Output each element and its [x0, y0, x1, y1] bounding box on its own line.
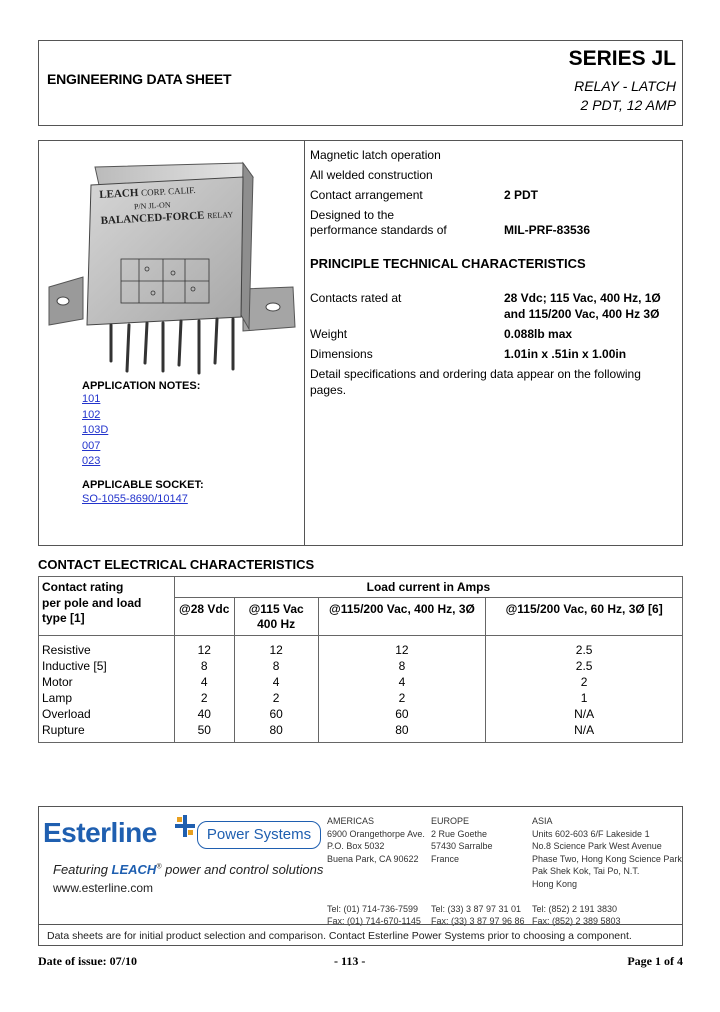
row-label: Rupture — [39, 722, 175, 743]
doc-title: ENGINEERING DATA SHEET — [47, 71, 232, 87]
application-notes-list — [82, 392, 108, 470]
cell: N/A — [486, 706, 683, 722]
product-box — [38, 140, 683, 546]
application-notes-title: APPLICATION NOTES: — [82, 380, 201, 392]
cell: 8 — [174, 658, 234, 674]
weight-label: Weight — [310, 327, 348, 341]
col-28vdc: @28 Vdc — [174, 598, 234, 636]
address-line: No.8 Science Park West Avenue — [532, 841, 662, 851]
corner-header-line-2: per pole and load — [42, 595, 142, 610]
tagline-pre: Featuring — [53, 862, 112, 877]
address-line: Tel: (01) 714-736-7599 — [327, 903, 419, 914]
corner-header — [39, 577, 175, 636]
relay-label-balanced: BALANCED-FORCE — [100, 209, 205, 227]
row-label: Overload — [39, 706, 175, 722]
weight-value: 0.088lb max — [504, 327, 573, 341]
cell: 12 — [174, 636, 234, 659]
principle-title: PRINCIPLE TECHNICAL CHARACTERISTICS — [310, 256, 586, 271]
address-line: 6900 Orangethorpe Ave. — [327, 828, 425, 839]
cell: 80 — [318, 722, 486, 743]
asia-address — [532, 815, 682, 928]
detail-text-1: Detail specifications and ordering data appear on the following — [310, 367, 641, 381]
address-line: EUROPE — [431, 816, 470, 826]
cell: 60 — [234, 706, 318, 722]
address-line: Fax: (33) 3 87 97 96 86 — [431, 916, 525, 926]
load-current-header: Load current in Amps — [174, 577, 682, 598]
designed-label-1: Designed to the — [310, 208, 395, 222]
table-row — [39, 658, 683, 674]
cell: 2 — [318, 690, 486, 706]
contact-table-title: CONTACT ELECTRICAL CHARACTERISTICS — [38, 557, 315, 572]
socket-link[interactable]: SO-1055-8690/10147 — [82, 493, 188, 505]
row-label: Resistive — [39, 636, 175, 659]
cell: 4 — [234, 674, 318, 690]
contacts-rated-label: Contacts rated at — [310, 291, 402, 305]
contacts-rated-value-1: 28 Vdc; 115 Vac, 400 Hz, 1Ø — [504, 291, 661, 305]
cell: 80 — [234, 722, 318, 743]
address-line: Fax: (852) 2 389 5803 — [532, 916, 621, 926]
address-line: P.O. Box 5032 — [327, 841, 385, 851]
relay-label-corp: CORP. CALIF. — [140, 184, 196, 198]
relay-type: RELAY - LATCH — [574, 78, 676, 94]
contacts-rated-value-2: and 115/200 Vac, 400 Hz 3Ø — [504, 307, 660, 321]
feature-magnetic: Magnetic latch operation — [310, 148, 441, 162]
tagline: Featuring LEACH® power and control solutions — [53, 862, 324, 877]
address-line: Units 602-603 6/F Lakeside 1 — [532, 828, 650, 839]
col-115vac-line-2: 400 Hz — [257, 617, 296, 631]
cell: 40 — [174, 706, 234, 722]
cell: 8 — [318, 658, 486, 674]
relay-photo — [43, 149, 299, 377]
cell: 60 — [318, 706, 486, 722]
table-row — [39, 674, 683, 690]
power-systems-badge: Power Systems — [197, 821, 321, 849]
cell: 4 — [174, 674, 234, 690]
row-label: Inductive [5] — [39, 658, 175, 674]
address-line: Tel: (33) 3 87 97 31 01 — [431, 903, 522, 914]
table-row — [39, 722, 683, 743]
address-line: France — [431, 853, 460, 864]
address-line: Pak Shek Kok, Tai Po, N.T. — [532, 866, 640, 876]
row-label: Lamp — [39, 690, 175, 706]
app-note-link-023[interactable]: 023 — [82, 455, 101, 467]
esterline-logo: Esterline — [43, 817, 157, 848]
detail-text-2: pages. — [310, 383, 347, 397]
dimensions-label: Dimensions — [310, 347, 373, 361]
address-line: Buena Park, CA 90622 — [327, 853, 419, 864]
cell: 2 — [486, 674, 683, 690]
col-115vac — [234, 598, 318, 636]
address-line: Hong Kong — [532, 878, 578, 889]
page-number: Page 1 of 4 — [627, 954, 683, 968]
relay-label — [99, 182, 233, 228]
designed-value: MIL-PRF-83536 — [504, 223, 591, 237]
table-row — [39, 690, 683, 706]
relay-label-pn: P/N JL-ON — [133, 200, 171, 212]
cell: 2.5 — [486, 658, 683, 674]
europe-address — [431, 815, 525, 928]
address-line: AMERICAS — [327, 816, 375, 826]
address-line: Fax: (01) 714-670-1145 — [327, 916, 421, 926]
cell: 50 — [174, 722, 234, 743]
designed-label-2: performance standards of — [310, 223, 447, 237]
header-box — [38, 40, 683, 126]
cell: 4 — [318, 674, 486, 690]
footer-box — [38, 806, 683, 946]
americas-address — [327, 815, 425, 928]
relay-rating: 2 PDT, 12 AMP — [580, 97, 676, 113]
row-label: Motor — [39, 674, 175, 690]
issue-date: Date of issue: 07/10 — [38, 954, 137, 968]
cell: 8 — [234, 658, 318, 674]
col-3phase-400hz: @115/200 Vac, 400 Hz, 3Ø — [318, 598, 486, 636]
series-title: SERIES JL — [568, 47, 676, 70]
corner-header-line-3: type [1] — [42, 611, 85, 625]
address-line: Tel: (852) 2 191 3830 — [532, 903, 618, 914]
relay-label-brand: LEACH — [99, 186, 139, 201]
tagline-post: power and control solutions — [161, 862, 324, 877]
cell: 2 — [234, 690, 318, 706]
tagline-leach: LEACH — [111, 862, 157, 877]
contact-table — [38, 576, 683, 743]
dimensions-value: 1.01in x .51in x 1.00in — [504, 347, 627, 361]
table-row — [39, 706, 683, 722]
address-line: 57430 Sarralbe — [431, 841, 493, 851]
cell: 2.5 — [486, 636, 683, 659]
corner-header-line-1: Contact rating — [42, 580, 124, 594]
feature-welded: All welded construction — [310, 168, 433, 182]
cell: N/A — [486, 722, 683, 743]
col-115vac-line-1: @115 Vac — [248, 602, 304, 616]
address-line: ASIA — [532, 816, 553, 826]
contact-arrangement-value: 2 PDT — [504, 188, 539, 202]
app-note-link-101[interactable]: 101 — [82, 393, 101, 405]
applicable-socket-title: APPLICABLE SOCKET: — [82, 479, 204, 491]
relay-label-relay: RELAY — [206, 210, 234, 221]
esterline-star-icon — [175, 815, 195, 837]
address-line: Phase Two, Hong Kong Science Park — [532, 853, 682, 864]
page-code: - 113 - — [334, 954, 366, 968]
app-note-link-007[interactable]: 007 — [82, 439, 101, 452]
app-note-link-102[interactable]: 102 — [82, 408, 101, 421]
contact-arrangement-label: Contact arrangement — [310, 188, 423, 202]
cell: 1 — [486, 690, 683, 706]
cell: 12 — [234, 636, 318, 659]
disclaimer: Data sheets are for initial product selection and comparison. Contact Esterline Power Systems prior to choosing a component. — [47, 930, 632, 942]
website-link[interactable]: www.esterline.com — [53, 881, 154, 895]
product-divider — [304, 141, 305, 545]
app-note-link-103d[interactable]: 103D — [82, 424, 109, 436]
cell: 2 — [174, 690, 234, 706]
table-row — [39, 636, 683, 659]
col-3phase-60hz: @115/200 Vac, 60 Hz, 3Ø [6] — [486, 598, 683, 636]
address-line: 2 Rue Goethe — [431, 828, 488, 839]
cell: 12 — [318, 636, 486, 659]
